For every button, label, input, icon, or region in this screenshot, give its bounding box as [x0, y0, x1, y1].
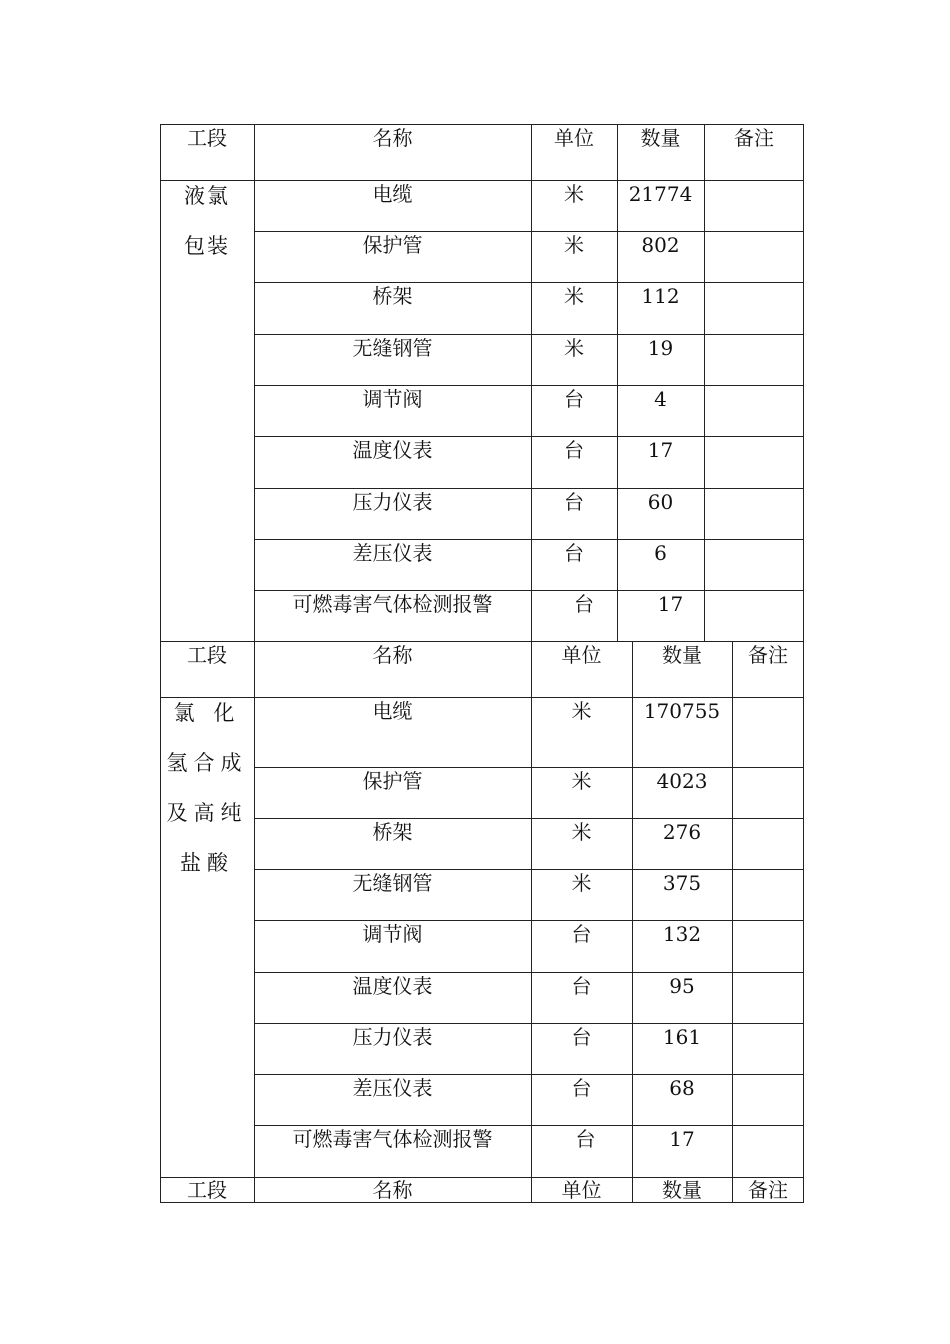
item-quantity: 132 — [662, 922, 702, 946]
table-column-rule — [803, 641, 804, 1202]
item-unit: 米 — [564, 336, 584, 360]
item-quantity: 17 — [647, 438, 674, 462]
item-name: 可燃毒害气体检测报警 — [292, 592, 493, 616]
item-name: 调节阀 — [362, 922, 423, 946]
item-unit: 米 — [564, 233, 584, 257]
table-column-rule — [732, 641, 733, 1202]
table-rule — [254, 436, 804, 437]
table-rule — [254, 282, 804, 283]
item-name: 桥架 — [372, 284, 413, 308]
item-unit: 米 — [564, 284, 584, 308]
header-section: 工段 — [187, 1178, 227, 1202]
table-column-rule — [704, 124, 705, 641]
item-unit: 台 — [575, 1127, 596, 1151]
header-remark: 备注 — [734, 126, 774, 150]
section-name-line: 包装 — [184, 234, 230, 258]
table-rule — [254, 869, 804, 870]
item-name: 无缝钢管 — [352, 871, 433, 895]
table-rule — [254, 1023, 804, 1024]
table-column-rule — [803, 124, 804, 641]
item-quantity: 802 — [641, 233, 680, 257]
item-unit: 米 — [571, 871, 592, 895]
header-remark: 备注 — [748, 1178, 788, 1202]
table-rule — [254, 818, 804, 819]
header-unit: 单位 — [561, 643, 602, 667]
item-unit: 台 — [571, 922, 592, 946]
item-name: 差压仪表 — [352, 541, 433, 565]
item-name: 压力仪表 — [352, 1025, 433, 1049]
header-remark: 备注 — [748, 643, 788, 667]
item-name: 差压仪表 — [352, 1076, 433, 1100]
header-name: 名称 — [372, 643, 413, 667]
item-quantity: 276 — [662, 820, 702, 844]
item-name: 电缆 — [372, 699, 413, 723]
table-rule — [254, 488, 804, 489]
item-unit: 米 — [571, 769, 592, 793]
header-name: 名称 — [372, 1178, 413, 1202]
item-quantity: 4023 — [656, 769, 708, 793]
item-quantity: 112 — [641, 284, 680, 308]
item-quantity: 6 — [654, 541, 667, 565]
table-rule — [254, 1125, 804, 1126]
header-section: 工段 — [187, 643, 227, 667]
header-unit: 单位 — [561, 1178, 602, 1202]
table-rule — [254, 1074, 804, 1075]
item-name: 温度仪表 — [352, 438, 433, 462]
header-unit: 单位 — [554, 126, 594, 150]
item-quantity: 17 — [657, 592, 684, 616]
table-rule — [254, 767, 804, 768]
item-name: 调节阀 — [362, 387, 423, 411]
section-name-line: 及高纯 — [166, 801, 248, 825]
item-name: 可燃毒害气体检测报警 — [292, 1127, 493, 1151]
table-rule — [160, 697, 804, 698]
item-quantity: 170755 — [643, 699, 721, 723]
table-rule — [254, 920, 804, 921]
header-name: 名称 — [372, 126, 413, 150]
item-unit: 台 — [564, 541, 584, 565]
item-quantity: 60 — [647, 490, 674, 514]
table-rule — [254, 590, 804, 591]
item-unit: 台 — [564, 490, 584, 514]
header-quantity: 数量 — [640, 126, 681, 150]
item-unit: 米 — [564, 182, 584, 206]
item-quantity: 68 — [669, 1076, 695, 1100]
item-name: 电缆 — [372, 182, 413, 206]
item-name: 温度仪表 — [352, 974, 433, 998]
table-rule — [254, 972, 804, 973]
table-rule — [160, 180, 804, 181]
header-quantity: 数量 — [662, 1178, 702, 1202]
item-unit: 台 — [564, 438, 584, 462]
equipment-quantity-table — [160, 124, 804, 1202]
item-name: 压力仪表 — [352, 490, 433, 514]
item-unit: 米 — [571, 820, 592, 844]
table-rule — [254, 385, 804, 386]
item-unit: 台 — [571, 1076, 592, 1100]
item-name: 保护管 — [362, 233, 423, 257]
section-name-line: 液氯 — [184, 184, 230, 208]
item-unit: 台 — [571, 1025, 592, 1049]
section-name-line: 氢合成 — [166, 751, 248, 775]
item-name: 桥架 — [372, 820, 413, 844]
item-quantity: 21774 — [628, 182, 693, 206]
header-section: 工段 — [187, 126, 227, 150]
item-unit: 台 — [571, 974, 592, 998]
item-quantity: 4 — [654, 387, 667, 411]
table-rule — [254, 334, 804, 335]
table-rule — [160, 641, 804, 642]
header-quantity: 数量 — [662, 643, 702, 667]
section-name-line: 氯 化 — [173, 701, 241, 725]
item-quantity: 375 — [662, 871, 702, 895]
table-rule — [160, 1202, 804, 1203]
table-rule — [254, 231, 804, 232]
item-unit: 台 — [564, 387, 584, 411]
section-name-line: 盐酸 — [180, 851, 234, 875]
item-unit: 台 — [574, 592, 594, 616]
item-quantity: 95 — [669, 974, 695, 998]
item-quantity: 17 — [669, 1127, 695, 1151]
item-name: 保护管 — [362, 769, 423, 793]
table-rule — [160, 124, 804, 125]
item-quantity: 19 — [647, 336, 674, 360]
table-rule — [254, 539, 804, 540]
item-unit: 米 — [571, 699, 592, 723]
item-quantity: 161 — [662, 1025, 702, 1049]
item-name: 无缝钢管 — [352, 336, 433, 360]
